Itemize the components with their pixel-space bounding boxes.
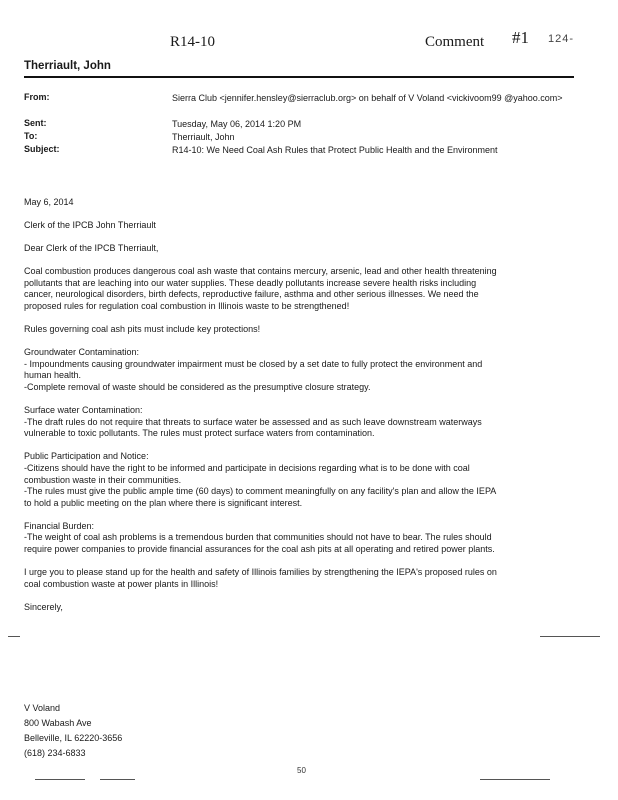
body-financial-section: Financial Burden: -The weight of coal ash problems is a tremendous burden that communities should not have to bear. The rules should require power companies to provide financial assurances for the coal ash pits at all operating and retired power plants. (24, 520, 495, 555)
signature-street: 800 Wabash Ave (24, 718, 92, 728)
subject-value: R14-10: We Need Coal Ash Rules that Protect Public Health and the Environment (172, 145, 498, 155)
body-public-participation-section: Public Participation and Notice: -Citizens should have the right to be informed and participate in decisions regarding what is to be done with coal combustion waste in their communities. -The rules must give the public ample time (60 days) to comment meaningfully on any facility's plan and allow the IEPA to hold a public meeting on the plan where there is significant interest. (24, 451, 497, 508)
comment-number: #1 (512, 28, 529, 47)
body-surface-water-section: Surface water Contamination: -The draft rules do not require that threats to surface water be assessed and as such leave downstream waterways vulnerable to toxic pollutants. The rules must protect surface waters from contamination. (24, 405, 482, 439)
docket-reference: R14-10 (170, 34, 215, 50)
scan-artifact-line (8, 636, 20, 637)
from-label: From: (24, 92, 50, 102)
body-protections-heading: Rules governing coal ash pits must include key protections! (24, 324, 261, 335)
email-body (24, 197, 584, 625)
subject-label: Subject: (24, 144, 60, 154)
signature-city: Belleville, IL 62220-3656 (24, 733, 123, 743)
signature-block (24, 701, 122, 761)
scan-artifact-line (480, 779, 550, 780)
body-groundwater-section: Groundwater Contamination: - Impoundments causing groundwater impairment must be closed by a set date to fully protect the environment and human health. -Complete removal of waste should be considered as the presumptive closure strategy. (24, 347, 483, 393)
comment-label: Comment (425, 34, 485, 50)
from-value: Sierra Club <jennifer.hensley@sierraclub.org> on behalf of V Voland <vickivoom99 @yahoo.com> (172, 93, 563, 103)
scan-artifact-line (540, 636, 600, 637)
body-sign-off: Sincerely, (24, 601, 63, 612)
footer-page-number: 50 (297, 766, 306, 775)
body-intro-paragraph: Coal combustion produces dangerous coal ash waste that contains mercury, arsenic, lead and other health threatening pollutants that are leaching into our water supplies. These deadly pollutants increase severe health risks including cancer, neurological disorders, birth defects, reproductive failure, asthma and other serious illnesses. We need the proposed rules for regulation coal combustion in Illinois waste to be strengthened! (24, 266, 497, 312)
signature-name: V Voland (24, 703, 61, 713)
email-header-from (24, 92, 584, 118)
body-recipient: Clerk of the IPCB John Therriault (24, 220, 156, 231)
body-date: May 6, 2014 (24, 197, 74, 207)
sent-label: Sent: (24, 118, 47, 128)
to-label: To: (24, 131, 38, 141)
body-closing-appeal: I urge you to please stand up for the health and safety of Illinois families by strengthening the IEPA's proposed rules on coal combustion waste at power plants in Illinois! (24, 567, 497, 589)
scan-artifact-line (35, 779, 85, 780)
to-value: Therriault, John (172, 132, 235, 142)
body-salutation: Dear Clerk of the IPCB Therriault, (24, 243, 159, 254)
sender-name: Therriault, John (24, 60, 111, 72)
sent-value: Tuesday, May 06, 2014 1:20 PM (172, 119, 302, 129)
signature-phone: (618) 234-6833 (24, 748, 86, 758)
page-mark: 124- (548, 33, 575, 45)
scan-artifact-line (100, 779, 135, 780)
header-divider (24, 76, 574, 78)
